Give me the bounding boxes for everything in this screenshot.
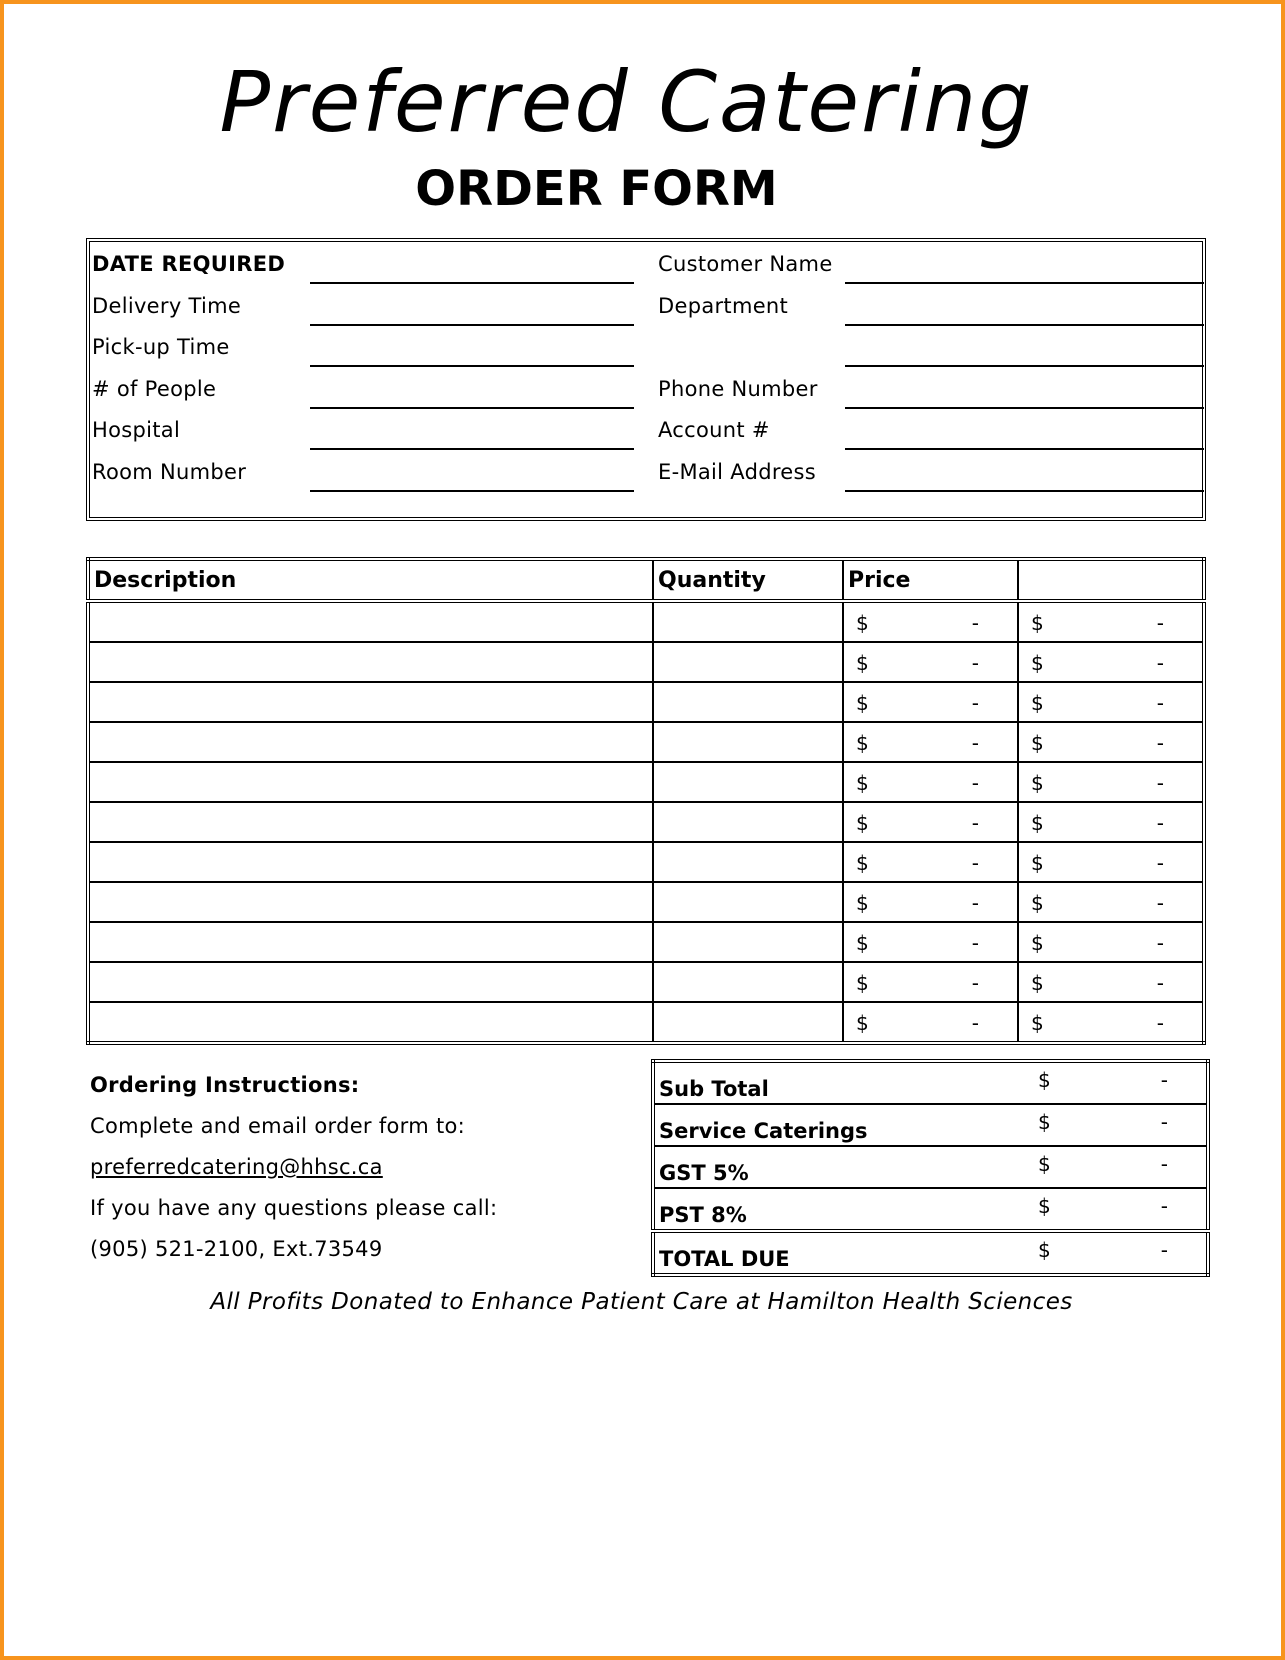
- currency-symbol: $: [1038, 1238, 1051, 1262]
- price-cell: [843, 962, 1018, 1002]
- line-total-cell: [1018, 922, 1204, 962]
- description-cell[interactable]: [88, 962, 653, 1002]
- quantity-cell[interactable]: [653, 882, 843, 922]
- table-row: [88, 762, 1204, 802]
- quantity-cell[interactable]: [653, 922, 843, 962]
- line-total-cell: [1018, 762, 1204, 802]
- description-header: Description: [88, 559, 653, 601]
- service-caterings-label: Service Caterings: [653, 1104, 1028, 1146]
- email-link[interactable]: preferredcatering@hhsc.ca: [90, 1155, 383, 1179]
- description-cell[interactable]: [88, 922, 653, 962]
- amount-value: -: [1156, 651, 1164, 675]
- description-cell[interactable]: [88, 722, 653, 762]
- currency-symbol: $: [1038, 1068, 1051, 1092]
- totals-row: [653, 1231, 1208, 1275]
- info-row: [90, 325, 1202, 367]
- subtotal-amount: [1028, 1061, 1208, 1104]
- currency-symbol: $: [856, 811, 869, 835]
- quantity-cell[interactable]: [653, 722, 843, 762]
- amount-value: -: [971, 611, 979, 635]
- table-row: [88, 722, 1204, 762]
- currency-symbol: $: [856, 971, 869, 995]
- info-row: [90, 450, 1202, 492]
- description-cell[interactable]: [88, 601, 653, 642]
- table-header-row: [88, 559, 1204, 601]
- amount-value: -: [1156, 611, 1164, 635]
- amount-value: -: [971, 731, 979, 755]
- currency-symbol: $: [856, 1011, 869, 1035]
- price-cell: [843, 802, 1018, 842]
- table-row: [88, 682, 1204, 722]
- item-rows: [88, 601, 1204, 1043]
- currency-symbol: $: [1031, 891, 1044, 915]
- price-cell: [843, 1002, 1018, 1043]
- phone-number-label: Phone Number: [658, 377, 818, 401]
- price-cell: [843, 882, 1018, 922]
- instructions-line: Complete and email order form to:: [90, 1114, 466, 1138]
- amount-value: -: [971, 811, 979, 835]
- instructions-heading: Ordering Instructions:: [90, 1073, 360, 1097]
- amount-value: -: [1160, 1152, 1168, 1176]
- amount-value: -: [971, 771, 979, 795]
- table-row: [88, 1002, 1204, 1043]
- description-cell[interactable]: [88, 842, 653, 882]
- subtotal-label: Sub Total: [659, 1077, 769, 1101]
- currency-symbol: $: [1038, 1110, 1051, 1134]
- amount-value: -: [1160, 1194, 1168, 1218]
- customer-name-label: Customer Name: [658, 252, 833, 276]
- line-total-cell: [1018, 601, 1204, 642]
- currency-symbol: $: [856, 651, 869, 675]
- amount-value: -: [1156, 851, 1164, 875]
- description-cell[interactable]: [88, 682, 653, 722]
- price-header: Price: [843, 559, 1018, 601]
- quantity-cell[interactable]: [653, 842, 843, 882]
- description-cell[interactable]: [88, 1002, 653, 1043]
- currency-symbol: $: [1031, 971, 1044, 995]
- email-address-field[interactable]: [845, 490, 1204, 492]
- currency-symbol: $: [1031, 771, 1044, 795]
- amount-value: -: [971, 851, 979, 875]
- currency-symbol: $: [1031, 731, 1044, 755]
- order-items-table: [86, 557, 1206, 1045]
- currency-symbol: $: [1038, 1152, 1051, 1176]
- price-cell: [843, 601, 1018, 642]
- email-address-label: E-Mail Address: [658, 460, 817, 484]
- pickup-time-label: Pick-up Time: [92, 335, 230, 359]
- amount-value: -: [1156, 1011, 1164, 1035]
- currency-symbol: $: [856, 851, 869, 875]
- amount-value: -: [971, 971, 979, 995]
- quantity-cell[interactable]: [653, 1002, 843, 1043]
- currency-symbol: $: [1031, 851, 1044, 875]
- amount-value: -: [1156, 891, 1164, 915]
- line-total-cell: [1018, 802, 1204, 842]
- info-row: [90, 284, 1202, 326]
- gst-amount: [1028, 1146, 1208, 1188]
- amount-value: -: [1156, 971, 1164, 995]
- amount-value: -: [1160, 1238, 1168, 1262]
- price-cell: [843, 762, 1018, 802]
- amount-value: -: [971, 691, 979, 715]
- totals-row: [653, 1146, 1208, 1188]
- currency-symbol: $: [856, 931, 869, 955]
- table-row: [88, 601, 1204, 642]
- currency-symbol: $: [856, 771, 869, 795]
- instructions-line: If you have any questions please call:: [90, 1196, 498, 1220]
- gst-label: GST 5%: [653, 1146, 1028, 1188]
- totals-row: [653, 1061, 1208, 1104]
- quantity-cell[interactable]: [653, 642, 843, 682]
- department-label: Department: [658, 294, 789, 318]
- currency-symbol: $: [856, 611, 869, 635]
- amount-value: -: [1160, 1068, 1168, 1092]
- delivery-time-label: Delivery Time: [92, 294, 242, 318]
- amount-value: -: [1156, 691, 1164, 715]
- quantity-cell[interactable]: [653, 601, 843, 642]
- currency-symbol: $: [856, 891, 869, 915]
- form-subtitle: ORDER FORM: [415, 161, 778, 217]
- amount-value: -: [971, 931, 979, 955]
- currency-symbol: $: [1038, 1194, 1051, 1218]
- description-cell[interactable]: [88, 762, 653, 802]
- currency-symbol: $: [1031, 1011, 1044, 1035]
- table-row: [88, 802, 1204, 842]
- amount-value: -: [1156, 731, 1164, 755]
- service-caterings-amount: [1028, 1104, 1208, 1146]
- description-cell[interactable]: [88, 802, 653, 842]
- currency-symbol: $: [856, 691, 869, 715]
- totals-table: [651, 1059, 1210, 1277]
- amount-value: -: [971, 1011, 979, 1035]
- table-row: [88, 642, 1204, 682]
- pst-label: PST 8%: [653, 1188, 1028, 1231]
- line-total-cell: [1018, 642, 1204, 682]
- totals-row: [653, 1188, 1208, 1231]
- table-row: [88, 842, 1204, 882]
- room-number-label: Room Number: [92, 460, 247, 484]
- line-total-cell: [1018, 1002, 1204, 1043]
- price-cell: [843, 842, 1018, 882]
- ordering-instructions: [90, 1070, 497, 1275]
- line-total-cell: [1018, 682, 1204, 722]
- totals-row: [653, 1104, 1208, 1146]
- currency-symbol: $: [1031, 651, 1044, 675]
- currency-symbol: $: [1031, 811, 1044, 835]
- people-count-label: # of People: [92, 377, 217, 401]
- currency-symbol: $: [856, 731, 869, 755]
- price-cell: [843, 642, 1018, 682]
- account-number-label: Account #: [658, 418, 770, 442]
- amount-value: -: [1156, 811, 1164, 835]
- quantity-cell[interactable]: [653, 962, 843, 1002]
- line-total-cell: [1018, 882, 1204, 922]
- amount-value: -: [1156, 771, 1164, 795]
- total-header: [1018, 559, 1204, 601]
- line-total-cell: [1018, 962, 1204, 1002]
- amount-value: -: [1160, 1110, 1168, 1134]
- quantity-cell[interactable]: [653, 802, 843, 842]
- hospital-label: Hospital: [92, 418, 181, 442]
- date-required-label: DATE REQUIRED: [92, 252, 286, 276]
- price-cell: [843, 922, 1018, 962]
- pst-amount: [1028, 1188, 1208, 1231]
- table-row: [88, 922, 1204, 962]
- customer-info-box: [86, 238, 1206, 521]
- info-row: [90, 242, 1202, 284]
- phone-number: (905) 521-2100, Ext.73549: [90, 1237, 383, 1261]
- quantity-cell[interactable]: [653, 762, 843, 802]
- description-cell[interactable]: [88, 882, 653, 922]
- amount-value: -: [1156, 931, 1164, 955]
- info-row: [90, 367, 1202, 409]
- price-cell: [843, 722, 1018, 762]
- table-row: [88, 962, 1204, 1002]
- page-title: Preferred Catering: [219, 53, 1034, 151]
- quantity-header: Quantity: [653, 559, 843, 601]
- amount-value: -: [971, 891, 979, 915]
- line-total-cell: [1018, 722, 1204, 762]
- currency-symbol: $: [1031, 691, 1044, 715]
- price-cell: [843, 682, 1018, 722]
- info-row: [90, 408, 1202, 450]
- line-total-cell: [1018, 842, 1204, 882]
- amount-value: -: [971, 651, 979, 675]
- footer-note: All Profits Donated to Enhance Patient Care at Hamilton Health Sciences: [210, 1289, 1073, 1315]
- total-due-amount: [1028, 1231, 1208, 1275]
- description-cell[interactable]: [88, 642, 653, 682]
- room-number-field[interactable]: [310, 490, 634, 492]
- currency-symbol: $: [1031, 931, 1044, 955]
- table-row: [88, 882, 1204, 922]
- quantity-cell[interactable]: [653, 682, 843, 722]
- currency-symbol: $: [1031, 611, 1044, 635]
- total-due-label: TOTAL DUE: [653, 1231, 1028, 1275]
